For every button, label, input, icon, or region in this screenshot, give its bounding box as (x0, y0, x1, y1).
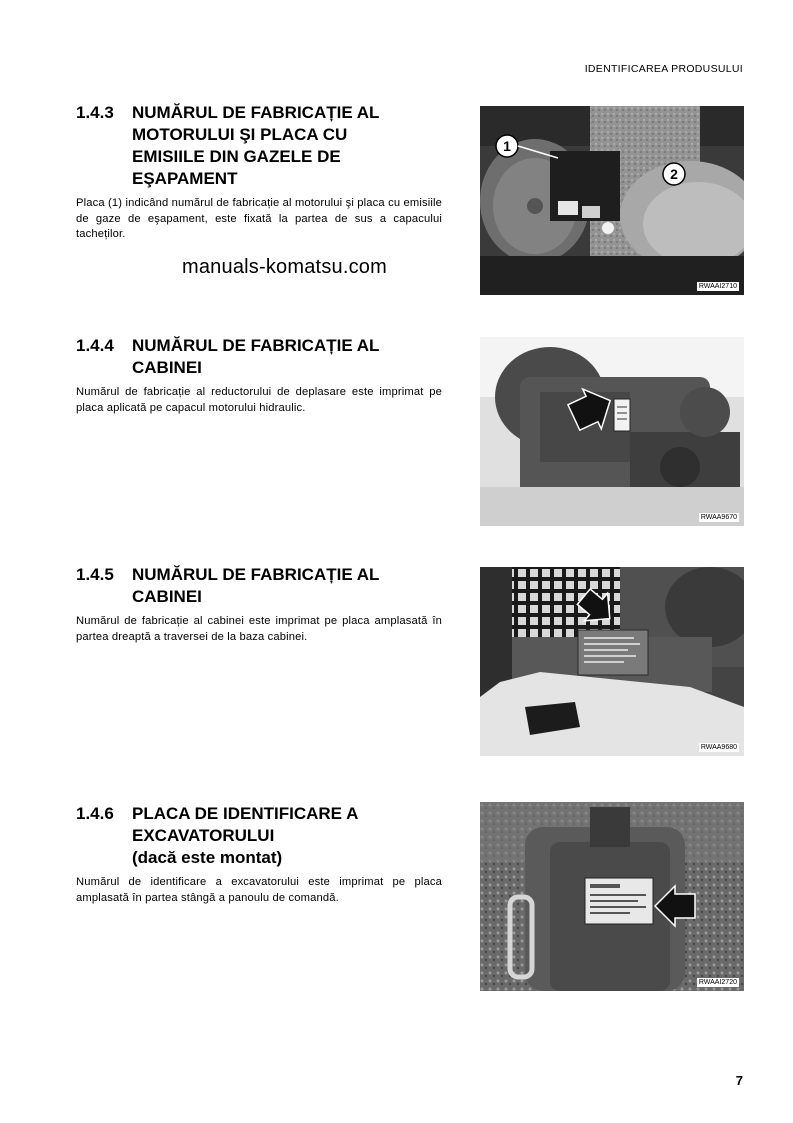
excavator-photo (480, 802, 744, 991)
section-title (132, 102, 442, 190)
photo-code: RWAAI2710 (698, 283, 737, 290)
section-title-line: CABINEI (132, 587, 202, 606)
page-number: 7 (735, 1073, 743, 1088)
section-1-4-6 (76, 803, 442, 906)
section-title (132, 803, 442, 869)
section-body: Numărul de fabricație al reductorului de deplasare este imprimat pe placa aplicată pe capacul motorului hidraulic. (76, 386, 442, 414)
section-title-line: EXCAVATORULUI (132, 826, 275, 845)
travel-reducer-photo (480, 337, 744, 526)
section-title-line: MOTORULUI ŞI PLACA CU (132, 125, 348, 144)
section-number: 1.4.5 (76, 565, 114, 584)
section-body: Numărul de identificare a excavatorului este imprimat pe placa amplasată în partea stângă a panoulu de comandă. (76, 876, 442, 904)
section-number: 1.4.6 (76, 804, 114, 823)
engine-photo (480, 106, 744, 295)
section-heading (76, 335, 442, 379)
callout-1: 1 (503, 138, 511, 154)
watermark: manuals-komatsu.com (182, 256, 387, 278)
section-title-line: EMISIILE DIN GAZELE DE (132, 147, 341, 166)
travel-reducer-illustration (480, 337, 744, 526)
section-title-line: EŞAPAMENT (132, 169, 238, 188)
section-1-4-4 (76, 335, 442, 416)
cab-photo (480, 567, 744, 756)
section-heading (76, 803, 442, 869)
photo-code: RWAA9680 (700, 744, 737, 751)
cab-illustration (480, 567, 744, 756)
section-heading (76, 102, 442, 190)
section-title (132, 335, 442, 379)
photo-code: RWAA9670 (700, 514, 737, 521)
section-title-line: NUMĂRUL DE FABRICAȚIE AL (132, 565, 380, 584)
engine-illustration (480, 106, 744, 295)
running-header: IDENTIFICAREA PRODUSULUI (584, 63, 743, 75)
section-title-line: PLACA DE IDENTIFICARE A (132, 804, 359, 823)
section-body: Placa (1) indicând numărul de fabricație al motorului şi placa cu emisiile de gaze de eşapament, este fixată la partea de sus a capacului tacheților. (76, 197, 442, 240)
section-body: Numărul de fabricație al cabinei este imprimat pe placa amplasată în partea dreaptă a traversei de la baza cabinei. (76, 615, 442, 643)
section-heading (76, 564, 442, 608)
section-1-4-3 (76, 102, 442, 243)
excavator-illustration (480, 802, 744, 991)
section-title-line: (dacă este montat) (132, 848, 283, 867)
section-number: 1.4.4 (76, 336, 114, 355)
section-1-4-5 (76, 564, 442, 645)
section-title (132, 564, 442, 608)
callout-2: 2 (670, 166, 678, 182)
photo-code: RWAAI2720 (698, 979, 737, 986)
section-number: 1.4.3 (76, 103, 114, 122)
section-title-line: CABINEI (132, 358, 202, 377)
section-title-line: NUMĂRUL DE FABRICAȚIE AL (132, 336, 380, 355)
section-title-line: NUMĂRUL DE FABRICAȚIE AL (132, 103, 380, 122)
